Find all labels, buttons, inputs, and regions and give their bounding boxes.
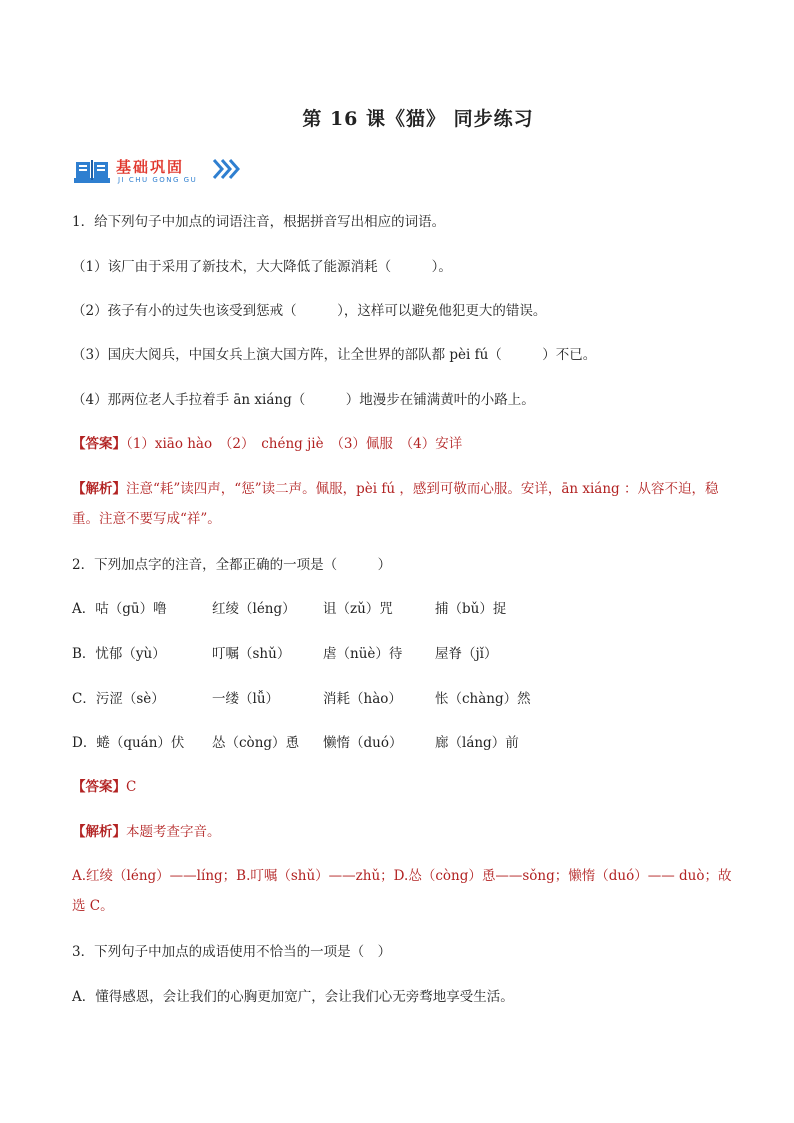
answer-label: 【答案】 bbox=[72, 436, 126, 452]
question-1-item-1: （1）该厂由于采用了新技术，大大降低了能源消耗（ ）。 bbox=[72, 259, 452, 275]
question-2-analysis-detail: A.红绫（léng）——líng；B.叮嘱（shǔ）——zhǔ；D.怂（còng）恿——sǒng；懒惰（duó）—— duò；故选 C。 bbox=[72, 868, 732, 914]
option-cell: 消耗（hào） bbox=[323, 691, 402, 707]
option-cell: 虐（nüè）待 bbox=[323, 646, 403, 662]
chevron-right-icon bbox=[212, 158, 240, 180]
option-cell: 懒惰（duó） bbox=[323, 735, 403, 751]
option-cell: 捕（bǔ）捉 bbox=[435, 601, 507, 617]
answer-label: 【答案】 bbox=[72, 779, 126, 795]
question-1-item-2: （2）孩子有小的过失也该受到惩戒（ ），这样可以避免他犯更大的错误。 bbox=[72, 303, 547, 319]
question-2-stem: 2．下列加点字的注音，全都正确的一项是（ ） bbox=[72, 557, 392, 573]
page-title: 第 16 课《猫》 同步练习 bbox=[302, 108, 534, 130]
analysis-text: 本题考查字音。 bbox=[126, 824, 221, 840]
option-cell: B．忧郁（yù） bbox=[72, 646, 166, 662]
question-1-item-3: （3）国庆大阅兵，中国女兵上演大国方阵，让全世界的部队都 pèi fú（ ）不已。 bbox=[72, 347, 597, 363]
answer-text: C bbox=[126, 779, 137, 795]
question-1-stem: 1．给下列句子中加点的词语注音，根据拼音写出相应的词语。 bbox=[72, 214, 446, 230]
option-cell: 诅（zǔ）咒 bbox=[323, 601, 393, 617]
question-1-analysis bbox=[72, 474, 732, 534]
section-header bbox=[72, 154, 242, 188]
option-cell: D．蜷（quán）伏 bbox=[72, 735, 185, 751]
section-pinyin: JI CHU GONG GU bbox=[118, 176, 198, 184]
option-cell: C．污涩（sè） bbox=[72, 691, 165, 707]
section-title: 基础巩固 bbox=[116, 158, 185, 176]
option-cell: 屋脊（jǐ） bbox=[435, 646, 498, 662]
question-3-option-a: A．懂得感恩，会让我们的心胸更加宽广，会让我们心无旁骛地享受生活。 bbox=[72, 989, 514, 1005]
option-cell: 廊（láng）前 bbox=[435, 735, 519, 751]
question-1-answer bbox=[72, 434, 732, 454]
option-cell: 怅（chàng）然 bbox=[435, 691, 531, 707]
analysis-label: 【解析】 bbox=[72, 481, 126, 497]
book-icon bbox=[72, 156, 112, 186]
question-3-stem: 3．下列句子中加点的成语使用不恰当的一项是（ ） bbox=[72, 944, 392, 960]
question-2-answer bbox=[72, 777, 732, 797]
option-cell: 叮嘱（shǔ） bbox=[212, 646, 291, 662]
option-cell: A．咕（gū）噜 bbox=[72, 601, 167, 617]
question-1-item-4: （4）那两位老人手拉着手 ān xiáng（ ）地漫步在铺满黄叶的小路上。 bbox=[72, 392, 535, 408]
analysis-text: 注意“耗”读四声，“惩”读二声。佩服，pèi fú ，感到可敬而心服。安详，ān xiáng ：从容不迫，稳重。注意不要写成“祥”。 bbox=[72, 481, 719, 527]
question-2-analysis bbox=[72, 822, 732, 842]
answer-text: （1）xiāo hào （2） chéng jiè （3）佩服 （4）安详 bbox=[126, 436, 463, 452]
option-cell: 怂（còng）恿 bbox=[212, 735, 300, 751]
analysis-label: 【解析】 bbox=[72, 824, 126, 840]
option-cell: 红绫（léng） bbox=[212, 601, 296, 617]
option-cell: 一缕（lǚ） bbox=[212, 691, 280, 707]
